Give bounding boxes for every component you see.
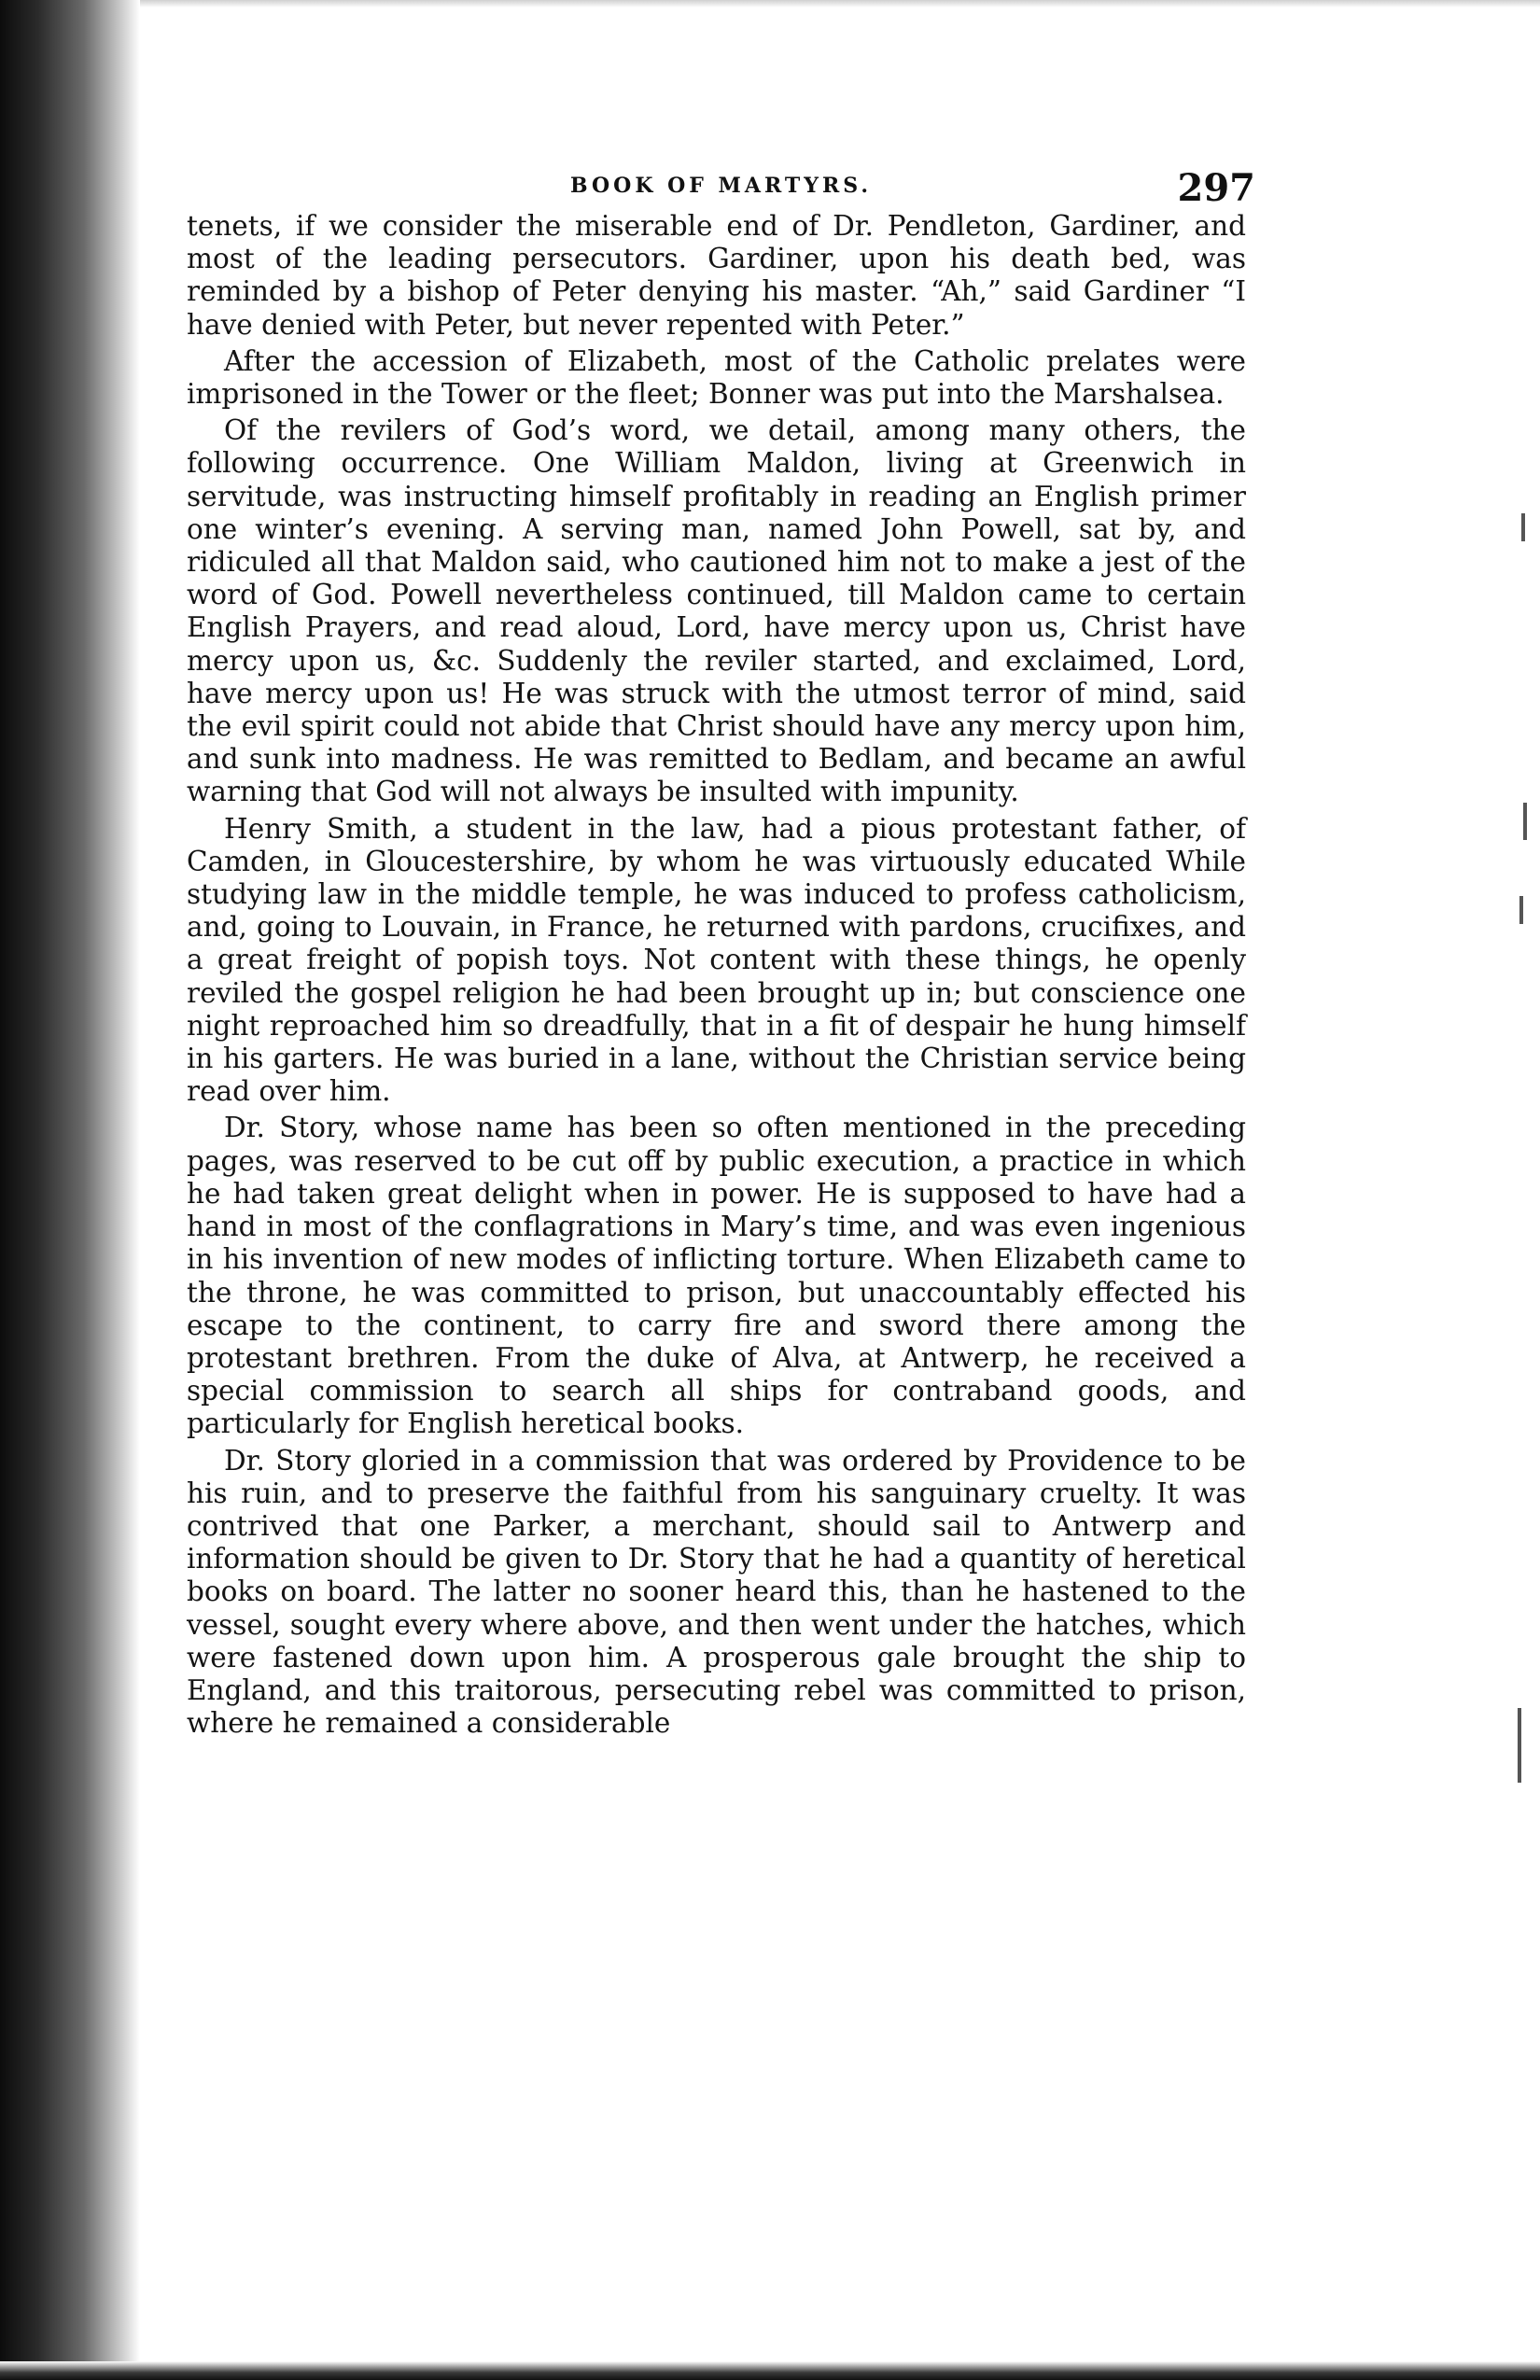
book-spine-shadow [0,0,140,2380]
page-number: 297 [1177,166,1255,210]
paragraph-dr-story: Dr. Story, whose name has been so often mentioned in the preceding pages, was reserved to be cut off by public execution, a practice in which he had taken great delight when in power. He is supposed to have had a hand in most of the conflagrations in Mary’s time, and was even ingenious in his invention of new modes of inflicting torture. When Elizabeth came to the throne, he was committed to prison, but unaccountably effected his escape to the continent, to carry fire and sword there among the protestant brethren. From the duke of Alva, at Antwerp, he received a special commission to search all ships for contraband goods, and particularly for English heretical books. [187,1112,1246,1440]
paragraph-story-capture: Dr. Story gloried in a commission that was ordered by Providence to be his ruin, and to preserve the faithful from his sanguinary cruelty. It was contrived that one Parker, a merchant, should sail to Antwerp and information should be given to Dr. Story that he had a quantity of heretical books on board. The latter no sooner heard this, than he hastened to the vessel, sought every where above, and then went under the hatches, which were fastened down upon him. A prosperous gale brought the ship to England, and this traitorous, persecuting rebel was committed to prison, where he remained a considerable [187,1444,1246,1740]
bleed-mark [1523,803,1527,840]
bleed-mark [1521,513,1525,541]
page-header [187,166,1255,213]
bleed-mark [1518,1708,1521,1783]
paragraph-revilers: Of the revilers of God’s word, we detail, among many others, the following occurrence. One William Maldon, living at Greenwich in servitude, was instructing himself profitably in reading an English primer one winter’s evening. A serving man, named John Powell, sat by, and ridiculed all that Maldon said, who cautioned him not to make a jest of the word of God. Powell nevertheless continued, till Maldon came to certain English Prayers, and read aloud, Lord, have mercy upon us, Christ have mercy upon us, &c. Suddenly the reviler started, and exclaimed, Lord, have mercy upon us! He was struck with the utmost terror of mind, said the evil spirit could not abide that Christ should have any mercy upon him, and sunk into madness. He was remitted to Bedlam, and became an awful warning that God will not always be insulted with impunity. [187,414,1246,808]
body-text [187,210,1246,1743]
bleed-mark [1519,896,1523,924]
scan-top-edge [0,0,1540,7]
paragraph-henry-smith: Henry Smith, a student in the law, had a pious protestant father, of Camden, in Gloucestershire, by whom he was virtuously educated While studying law in the middle temple, he was induced to profess catholicism, and, going to Louvain, in France, he returned with pardons, crucifixes, and a great freight of popish toys. Not content with these things, he openly reviled the gospel religion he had been brought up in; but conscience one night reproached him so dreadfully, that in a fit of despair he hung himself in his garters. He was buried in a lane, without the Christian service being read over him. [187,812,1246,1108]
paragraph-elizabeth-accession: After the accession of Elizabeth, most of the Catholic prelates were imprisoned in the Tower or the fleet; Bonner was put into the Marshalsea. [187,344,1246,411]
paragraph-continuation: tenets, if we consider the miserable end of Dr. Pendleton, Gardiner, and most of the leading persecutors. Gardiner, upon his death bed, was reminded by a bishop of Peter denying his master. “Ah,” said Gardiner “I have denied with Peter, but never repented with Peter.” [187,210,1246,341]
right-margin-bleed [1512,0,1540,2380]
running-head: BOOK OF MARTYRS. [570,174,872,198]
scan-bottom-edge [0,2361,1540,2380]
